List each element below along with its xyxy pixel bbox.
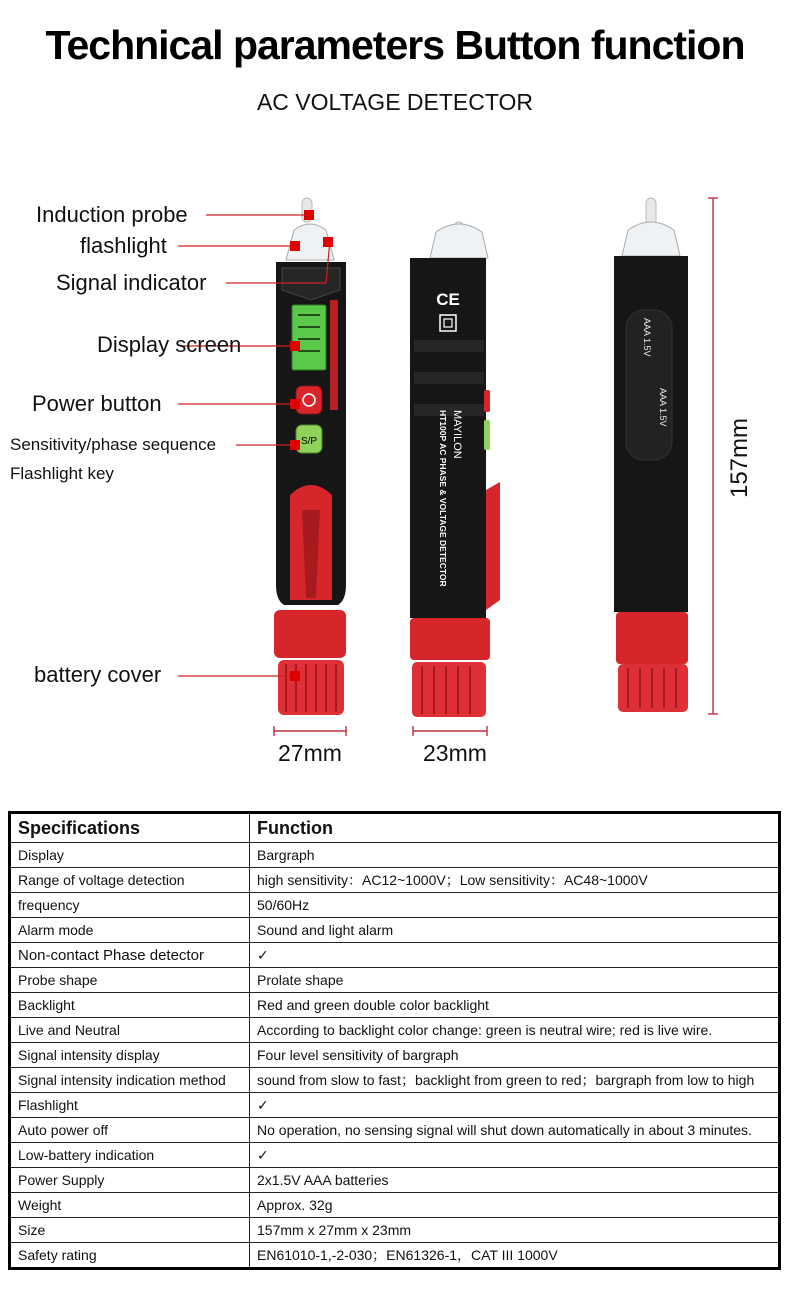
function-cell: high sensitivity：AC12~1000V；Low sensitivity：AC48~1000V [250,868,780,893]
spec-cell: Auto power off [10,1118,250,1143]
spec-cell: Signal intensity display [10,1043,250,1068]
header-spec: Specifications [10,813,250,843]
battery-label-1: AAA 1.5V [642,318,652,357]
table-row [10,843,780,868]
function-cell: Sound and light alarm [250,918,780,943]
table-row [10,1018,780,1043]
table-row [10,1093,780,1118]
sp-key-label: S/P [300,436,318,447]
table-row [10,1218,780,1243]
pen-back-view [614,198,688,712]
callout-flashlight-key: Flashlight key [10,464,114,483]
function-cell: No operation, no sensing signal will shut down automatically in about 3 minutes. [250,1118,780,1143]
model-label: HT100P AC PHASE & VOLTAGE DETECTOR [438,410,448,587]
callout-power-button: Power button [32,391,162,416]
dim-width-side: 23mm [423,740,487,766]
spec-cell: Display [10,843,250,868]
spec-cell: Signal intensity indication method [10,1068,250,1093]
pen-front-view [274,198,346,715]
spec-cell: Live and Neutral [10,1018,250,1043]
table-row [10,1193,780,1218]
page-subtitle: AC VOLTAGE DETECTOR [256,89,534,115]
function-cell: ✓ [250,943,780,968]
function-cell: 157mm x 27mm x 23mm [250,1218,780,1243]
spec-cell: Flashlight [10,1093,250,1118]
spec-cell: Weight [10,1193,250,1218]
function-cell: ✓ [250,1093,780,1118]
spec-cell: Backlight [10,993,250,1018]
table-row [10,1068,780,1093]
callout-flashlight: flashlight [80,233,167,258]
table-row [10,968,780,993]
function-cell: According to backlight color change: green is neutral wire; red is live wire. [250,1018,780,1043]
table-row [10,1243,780,1269]
dim-width-front: 27mm [278,740,342,766]
ce-mark: CE [436,290,460,309]
battery-label-2: AAA 1.5V [658,388,668,427]
spec-cell: Range of voltage detection [10,868,250,893]
header-function: Function [250,813,780,843]
table-row [10,1043,780,1068]
function-cell: ✓ [250,1143,780,1168]
table-row [10,1118,780,1143]
function-cell: Bargraph [250,843,780,868]
table-row [10,1168,780,1193]
spec-cell: Size [10,1218,250,1243]
function-cell: 2x1.5V AAA batteries [250,1168,780,1193]
function-cell: Prolate shape [250,968,780,993]
page-title: Technical parameters Button function [45,22,745,68]
spec-cell: Non-contact Phase detector [10,943,250,968]
function-cell: Red and green double color backlight [250,993,780,1018]
dim-length: 157mm [726,417,753,499]
function-cell: EN61010-1,-2-030；EN61326-1，CAT III 1000V [250,1243,780,1269]
spec-cell: Safety rating [10,1243,250,1269]
table-body [10,843,780,1269]
table-row [10,1143,780,1168]
spec-cell: frequency [10,893,250,918]
table-header-row [10,813,780,843]
table-row [10,993,780,1018]
spec-cell: Alarm mode [10,918,250,943]
table-row [10,918,780,943]
callout-display-screen: Display screen [97,332,242,357]
table-row [10,943,780,968]
callout-induction-probe: Induction probe [36,202,188,227]
function-cell: 50/60Hz [250,893,780,918]
spec-cell: Probe shape [10,968,250,993]
spec-cell: Low-battery indication [10,1143,250,1168]
callout-battery-cover: battery cover [34,662,162,687]
pen-side-view [410,222,500,717]
function-cell: Four level sensitivity of bargraph [250,1043,780,1068]
callout-sensitivity-phase: Sensitivity/phase sequence [10,435,217,454]
spec-cell: Power Supply [10,1168,250,1193]
function-cell: Approx. 32g [250,1193,780,1218]
table-row [10,868,780,893]
table-row [10,893,780,918]
spec-table [8,811,781,1270]
function-cell: sound from slow to fast；backlight from green to red；bargraph from low to high [250,1068,780,1093]
brand-label: MAYILON [451,410,463,459]
callout-signal-indicator: Signal indicator [56,270,207,295]
